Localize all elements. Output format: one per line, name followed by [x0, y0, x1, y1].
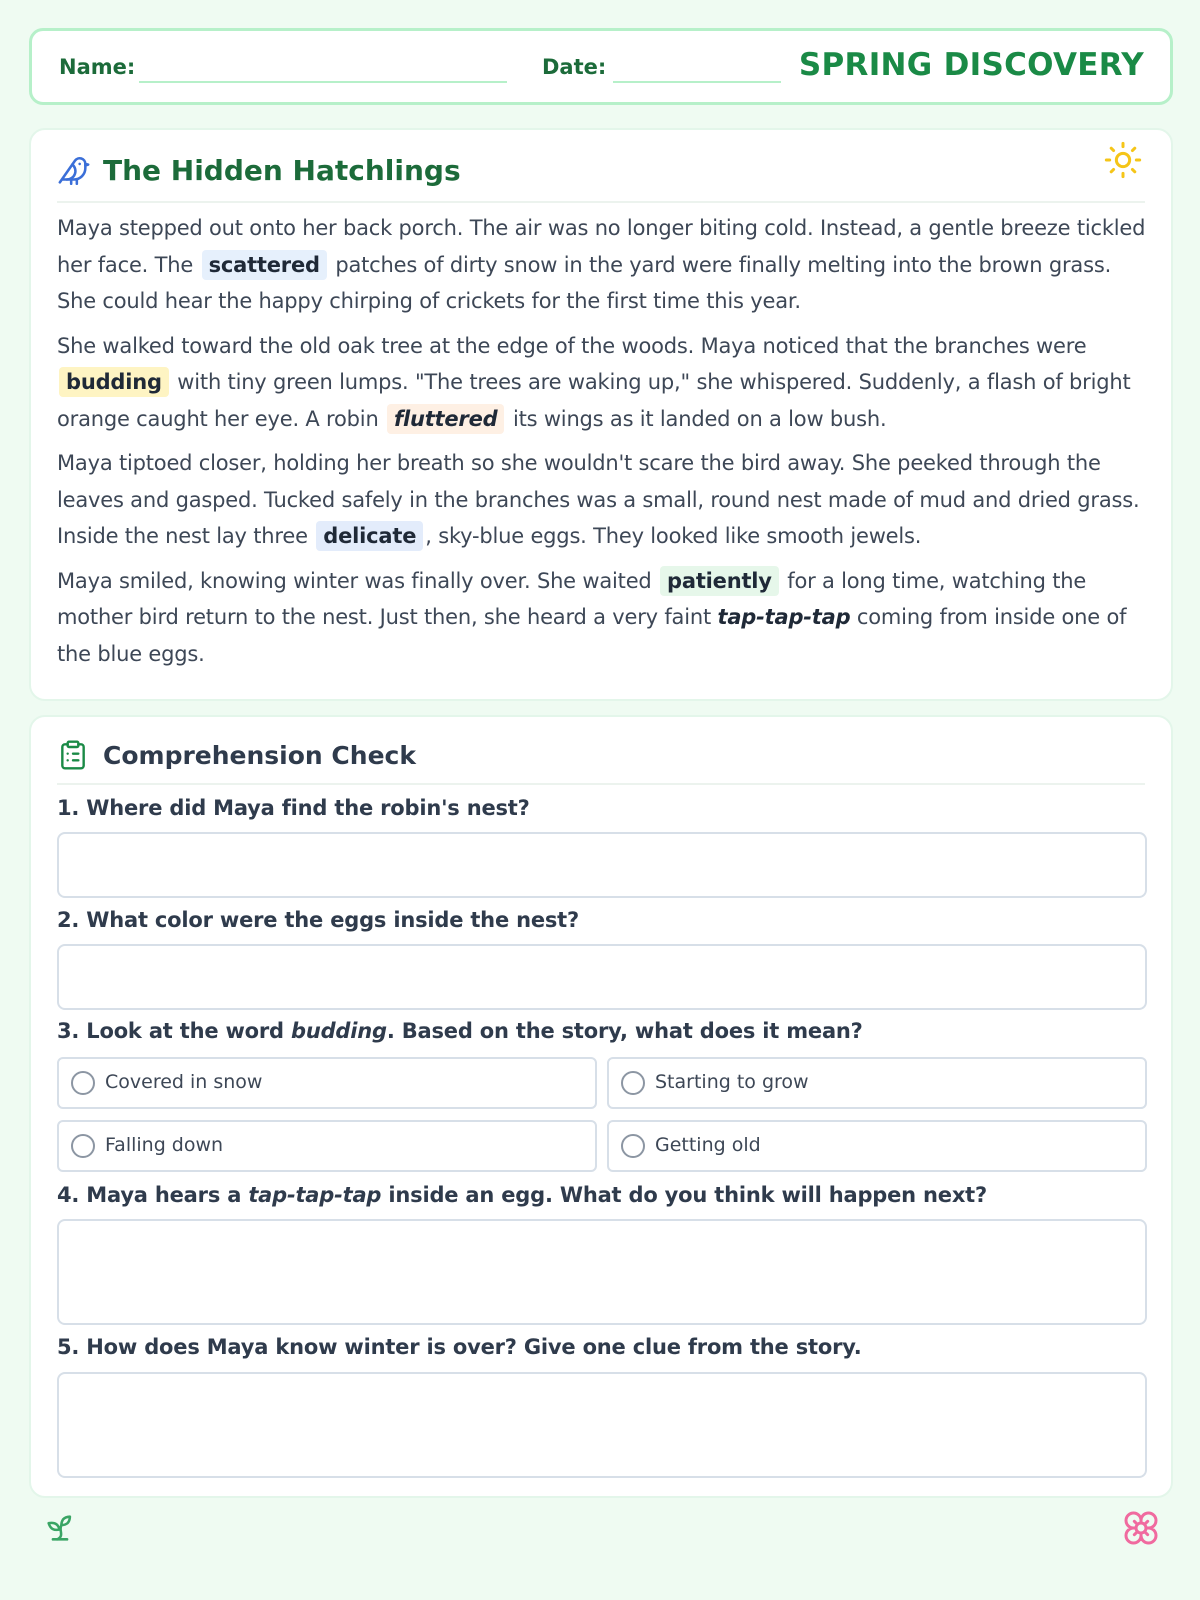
vocab-word: scattered [202, 250, 327, 280]
option-b[interactable] [607, 1057, 1147, 1109]
vocab-word: patiently [660, 566, 779, 596]
question-3: 3. Look at the word budding. Based on the story, what does it mean? [57, 1019, 863, 1043]
answer-field-5[interactable] [57, 1372, 1147, 1478]
option-label: Getting old [655, 1134, 761, 1156]
story-header [57, 130, 1145, 203]
vocab-word: budding [59, 367, 169, 397]
option-c[interactable] [57, 1120, 597, 1172]
option-label: Starting to grow [655, 1071, 809, 1093]
vocab-word: fluttered [387, 404, 504, 434]
name-field[interactable] [139, 81, 507, 83]
quiz-card [29, 715, 1173, 1498]
story-paragraph: Maya tiptoed closer, holding her breath so she wouldn't scare the bird away. She peeked through the leaves and gasped. Tucked safely in the branches was a small, round nest made of mud and dried grass. Inside the nest lay three delicate , sky-blue eggs. They looked like smooth jewels. [57, 445, 1151, 555]
bird-icon [57, 154, 91, 192]
story-paragraph: She walked toward the old oak tree at the edge of the woods. Maya noticed that the branches were budding with tiny green lumps. "The trees are waking up," she whispered. Suddenly, a flash of bright orange caught her eye. A robin fluttered its wings as it landed on a low bush. [57, 328, 1151, 438]
worksheet-title: SPRING DISCOVERY [798, 47, 1144, 83]
sun-icon [1103, 140, 1143, 184]
date-field[interactable] [613, 81, 781, 83]
story-card [29, 128, 1173, 701]
story-paragraph: Maya smiled, knowing winter was finally over. She waited patiently for a long time, watching the mother bird return to the nest. Just then, she heard a very faint tap-tap-tap coming from inside one of the blue eggs. [57, 563, 1151, 673]
answer-field-2[interactable] [57, 944, 1147, 1010]
radio-button[interactable] [71, 1134, 95, 1158]
question-2: 2. What color were the eggs inside the nest? [57, 908, 580, 932]
radio-button[interactable] [71, 1071, 95, 1095]
quiz-title: Comprehension Check [103, 741, 416, 770]
name-label: Name: [59, 55, 136, 79]
story-text [57, 210, 1151, 680]
story-paragraph: Maya stepped out onto her back porch. The air was no longer biting cold. Instead, a gentle breeze tickled her face. The scattered patches of dirty snow in the yard were finally melting into the brown grass. She could hear the happy chirping of crickets for the first time this year. [57, 216, 1146, 313]
quiz-header [57, 717, 1145, 785]
vocab-word: delicate [316, 521, 423, 551]
option-a[interactable] [57, 1057, 597, 1109]
sprout-icon [43, 1510, 77, 1550]
flower-icon [1121, 1508, 1161, 1552]
radio-button[interactable] [621, 1134, 645, 1158]
worksheet-header [29, 28, 1173, 105]
question-4: 4. Maya hears a tap-tap-tap inside an egg. What do you think will happen next? [57, 1183, 988, 1207]
radio-button[interactable] [621, 1071, 645, 1095]
question-5: 5. How does Maya know winter is over? Give one clue from the story. [57, 1335, 862, 1359]
emphasis-text: tap-tap-tap [717, 605, 851, 629]
clipboard-icon [57, 739, 89, 775]
question-1: 1. Where did Maya find the robin's nest? [57, 796, 530, 820]
date-label: Date: [542, 55, 607, 79]
story-title: The Hidden Hatchlings [103, 154, 461, 187]
option-label: Falling down [105, 1134, 224, 1156]
answer-field-1[interactable] [57, 832, 1147, 898]
option-label: Covered in snow [105, 1071, 263, 1093]
option-d[interactable] [607, 1120, 1147, 1172]
answer-field-4[interactable] [57, 1219, 1147, 1325]
